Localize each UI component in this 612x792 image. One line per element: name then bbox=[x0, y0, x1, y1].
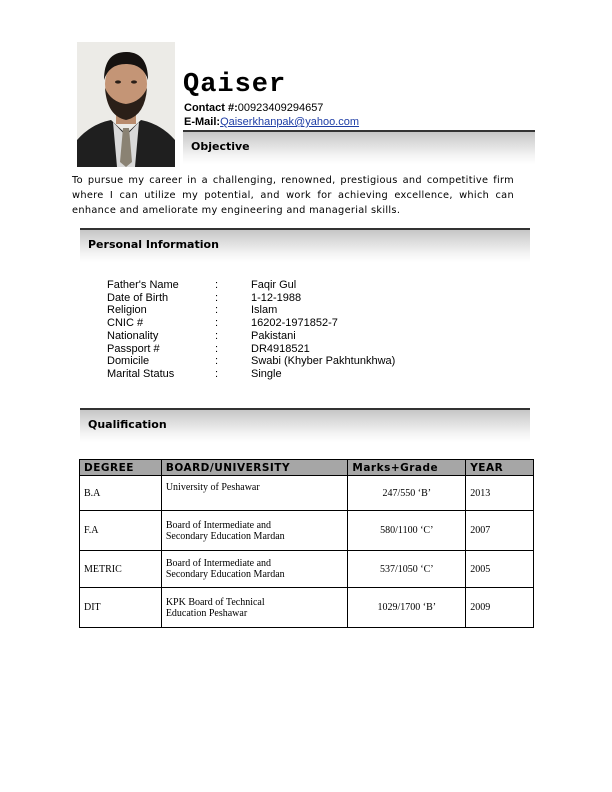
field-value: Islam bbox=[251, 304, 278, 317]
field-value: Faqir Gul bbox=[251, 279, 297, 291]
degree-cell: DIT bbox=[80, 588, 162, 628]
field-separator: : bbox=[215, 367, 219, 380]
table-row bbox=[80, 588, 534, 628]
marks-cell: 1029/1700 ‘B’ bbox=[348, 588, 466, 628]
profile-photo bbox=[77, 42, 175, 167]
board-line: Board of Intermediate and bbox=[165, 519, 272, 531]
degree-cell: F.A bbox=[80, 511, 162, 551]
field-label: Passport # bbox=[107, 342, 160, 355]
field-separator: : bbox=[215, 329, 219, 342]
field-value: Swabi (Khyber Pakhtunkhwa) bbox=[251, 355, 396, 368]
table-row bbox=[80, 551, 534, 588]
field-separator: : bbox=[215, 279, 219, 291]
field-value: DR4918521 bbox=[251, 342, 310, 355]
degree-cell: METRIC bbox=[80, 551, 162, 588]
board-cell bbox=[161, 551, 348, 588]
field-separator: : bbox=[215, 304, 219, 317]
qualification-heading-bar bbox=[80, 408, 530, 442]
personal-info-row bbox=[107, 343, 395, 356]
objective-text: To pursue my career in a challenging, renowned, prestigious and competitive firm where I can utilize my potential, and work for achieving excellence, which can enhance and ameliorate my engineering and managerial skills. bbox=[72, 175, 514, 216]
contact-number: 00923409294657 bbox=[237, 102, 324, 114]
board-line: Board of Intermediate and bbox=[165, 558, 272, 569]
field-separator: : bbox=[215, 317, 219, 330]
qualification-table bbox=[79, 459, 534, 628]
marks-cell: 580/1100 ‘C’ bbox=[348, 511, 466, 551]
contact-label: Contact #: bbox=[184, 102, 238, 114]
field-label: Marital Status bbox=[107, 367, 175, 380]
board-cell bbox=[161, 476, 348, 511]
column-header-marks: Marks+Grade bbox=[348, 460, 466, 476]
field-value: Pakistani bbox=[251, 329, 296, 342]
board-line: Secondary Education Mardan bbox=[165, 569, 285, 580]
personal-info-row bbox=[107, 330, 395, 343]
objective-heading-bar bbox=[183, 130, 535, 164]
field-separator: : bbox=[215, 355, 219, 368]
board-line: Secondary Education Mardan bbox=[165, 530, 285, 542]
year-cell: 2005 bbox=[466, 551, 534, 588]
board-cell bbox=[161, 511, 348, 551]
field-separator: : bbox=[215, 342, 219, 355]
board-line: KPK Board of Technical bbox=[165, 596, 265, 608]
table-row bbox=[80, 476, 534, 511]
year-cell: 2013 bbox=[466, 476, 534, 511]
year-cell: 2009 bbox=[466, 588, 534, 628]
marks-cell: 537/1050 ‘C’ bbox=[348, 551, 466, 588]
personal-info-row bbox=[107, 317, 395, 330]
personal-info-heading: Personal Information bbox=[88, 238, 219, 251]
year-cell: 2007 bbox=[466, 511, 534, 551]
column-header-degree: DEGREE bbox=[80, 460, 162, 476]
personal-info-row bbox=[107, 355, 395, 368]
board-line: University of Peshawar bbox=[165, 482, 260, 493]
personal-info-row bbox=[107, 292, 395, 305]
board-cell bbox=[161, 588, 348, 628]
email-link[interactable]: Qaiserkhanpak@yahoo.com bbox=[220, 116, 360, 128]
email-label: E-Mail: bbox=[184, 116, 221, 128]
field-value: 16202-1971852-7 bbox=[251, 317, 338, 330]
field-label: Domicile bbox=[107, 355, 150, 368]
table-row bbox=[80, 511, 534, 551]
field-label: Father's Name bbox=[107, 279, 179, 291]
personal-info-row bbox=[107, 368, 395, 381]
field-label: Religion bbox=[107, 304, 147, 317]
personal-info-row bbox=[107, 279, 395, 292]
field-label: Date of Birth bbox=[107, 291, 169, 304]
email-line bbox=[184, 115, 359, 129]
field-value: 1-12-1988 bbox=[251, 291, 302, 304]
personal-info-heading-bar bbox=[80, 228, 530, 262]
board-line: Education Peshawar bbox=[165, 607, 248, 619]
marks-cell: 247/550 ‘B’ bbox=[348, 476, 466, 511]
personal-info-table bbox=[107, 279, 395, 381]
field-value: Single bbox=[251, 367, 282, 380]
candidate-name: Qaiser bbox=[183, 70, 287, 100]
column-header-year: YEAR bbox=[466, 460, 534, 476]
field-label: Nationality bbox=[107, 329, 159, 342]
personal-info-row bbox=[107, 304, 395, 317]
qualification-heading: Qualification bbox=[88, 418, 167, 431]
field-separator: : bbox=[215, 291, 219, 304]
degree-cell: B.A bbox=[80, 476, 162, 511]
column-header-board: BOARD/UNIVERSITY bbox=[161, 460, 348, 476]
qualification-header-row bbox=[80, 460, 534, 476]
objective-heading: Objective bbox=[191, 140, 250, 153]
contact-line bbox=[184, 101, 323, 115]
field-label: CNIC # bbox=[107, 317, 144, 330]
